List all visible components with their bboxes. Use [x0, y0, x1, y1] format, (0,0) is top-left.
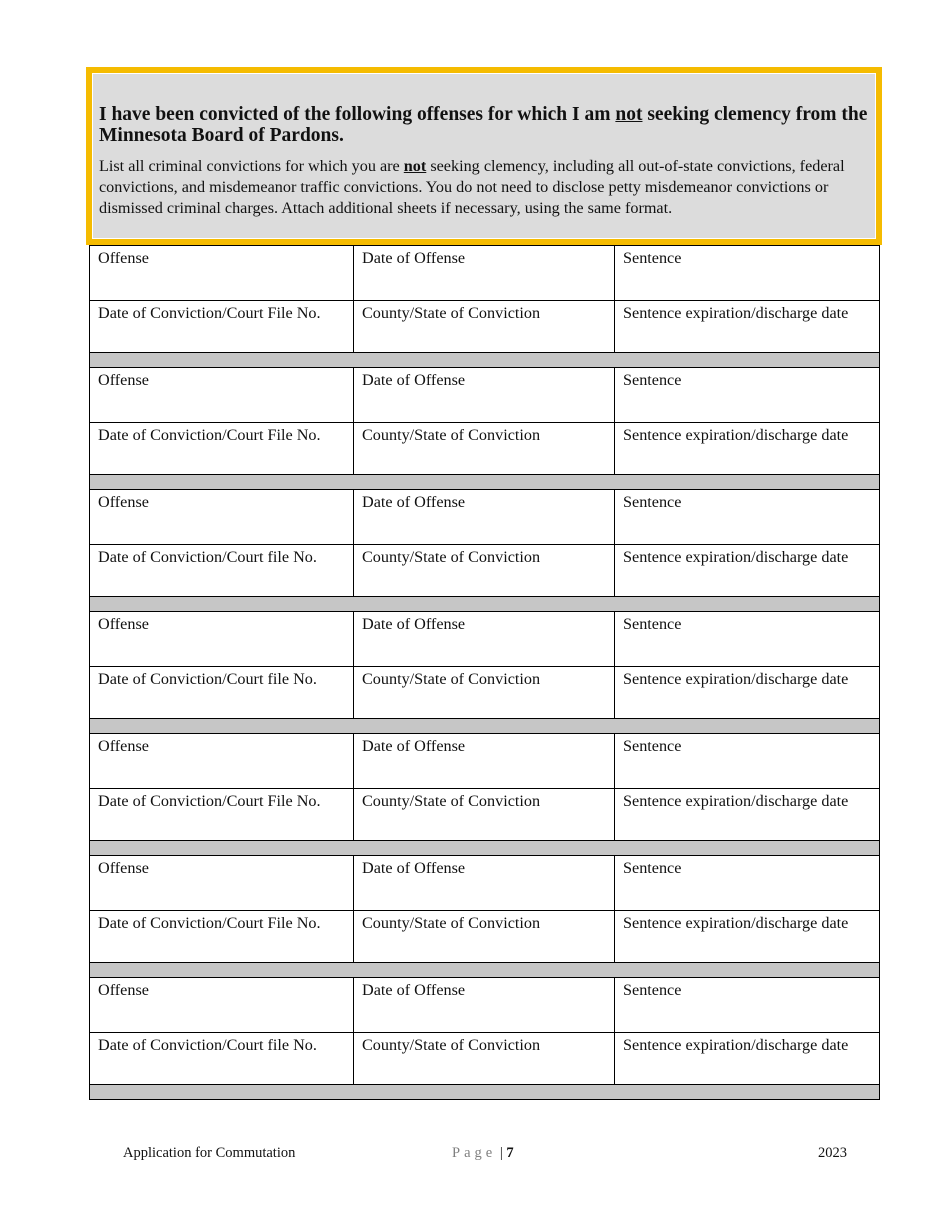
separator-bar	[90, 597, 880, 612]
expiration-date-cell[interactable]: Sentence expiration/discharge date	[615, 1033, 880, 1085]
page-number: 7	[506, 1145, 514, 1161]
desc-emphasis: not	[403, 157, 427, 175]
sentence-cell[interactable]: Sentence	[615, 978, 880, 1033]
offense-row	[90, 612, 880, 667]
offense-row	[90, 490, 880, 545]
title-text: I have been convicted of the following offenses for which I am	[99, 104, 616, 125]
date-of-offense-cell[interactable]: Date of Offense	[354, 734, 615, 789]
sentence-cell[interactable]: Sentence	[615, 734, 880, 789]
separator-bar	[90, 963, 880, 978]
conviction-row	[90, 1033, 880, 1085]
convictions-table	[89, 245, 880, 1100]
separator-bar	[90, 841, 880, 856]
expiration-date-cell[interactable]: Sentence expiration/discharge date	[615, 301, 880, 353]
desc-text-end: seeking clemency, including all out-of-state convictions, federal convictions, and misdemeanor traffic convictions. You do not need to disclose petty misdemeanor convictions or dismissed criminal charges. Attach additional sheets if necessary, using the same format.	[99, 157, 845, 217]
footer-page-number	[452, 1145, 514, 1162]
separator-bar	[90, 353, 880, 368]
sentence-cell[interactable]: Sentence	[615, 368, 880, 423]
offense-cell[interactable]: Offense	[90, 368, 354, 423]
conviction-date-cell[interactable]: Date of Conviction/Court File No.	[90, 789, 354, 841]
offense-cell[interactable]: Offense	[90, 978, 354, 1033]
conviction-date-cell[interactable]: Date of Conviction/Court file No.	[90, 545, 354, 597]
offense-row	[90, 246, 880, 301]
block-separator	[90, 353, 880, 368]
offense-cell[interactable]: Offense	[90, 246, 354, 301]
footer-year: 2023	[818, 1145, 847, 1161]
block-separator	[90, 719, 880, 734]
conviction-date-cell[interactable]: Date of Conviction/Court file No.	[90, 667, 354, 719]
offense-cell[interactable]: Offense	[90, 856, 354, 911]
page-label: Page	[452, 1145, 497, 1161]
instructions-box	[86, 67, 882, 245]
block-separator	[90, 597, 880, 612]
page-separator: |	[496, 1145, 507, 1161]
separator-bar	[90, 1085, 880, 1100]
offense-row	[90, 368, 880, 423]
expiration-date-cell[interactable]: Sentence expiration/discharge date	[615, 667, 880, 719]
date-of-offense-cell[interactable]: Date of Offense	[354, 978, 615, 1033]
county-state-cell[interactable]: County/State of Conviction	[354, 1033, 615, 1085]
date-of-offense-cell[interactable]: Date of Offense	[354, 612, 615, 667]
offense-row	[90, 978, 880, 1033]
county-state-cell[interactable]: County/State of Conviction	[354, 423, 615, 475]
sentence-cell[interactable]: Sentence	[615, 246, 880, 301]
sentence-cell[interactable]: Sentence	[615, 612, 880, 667]
expiration-date-cell[interactable]: Sentence expiration/discharge date	[615, 423, 880, 475]
offense-cell[interactable]: Offense	[90, 612, 354, 667]
block-separator	[90, 841, 880, 856]
offense-cell[interactable]: Offense	[90, 490, 354, 545]
county-state-cell[interactable]: County/State of Conviction	[354, 789, 615, 841]
conviction-date-cell[interactable]: Date of Conviction/Court File No.	[90, 423, 354, 475]
conviction-row	[90, 423, 880, 475]
expiration-date-cell[interactable]: Sentence expiration/discharge date	[615, 911, 880, 963]
section-description	[99, 156, 875, 219]
desc-text: List all criminal convictions for which you are	[99, 157, 404, 175]
offense-row	[90, 734, 880, 789]
conviction-date-cell[interactable]: Date of Conviction/Court File No.	[90, 911, 354, 963]
conviction-row	[90, 789, 880, 841]
separator-bar	[90, 719, 880, 734]
county-state-cell[interactable]: County/State of Conviction	[354, 301, 615, 353]
offense-cell[interactable]: Offense	[90, 734, 354, 789]
block-separator	[90, 475, 880, 490]
title-text-end: seeking clemency from the Minnesota Board of Pardons.	[99, 104, 868, 146]
date-of-offense-cell[interactable]: Date of Offense	[354, 856, 615, 911]
conviction-date-cell[interactable]: Date of Conviction/Court file No.	[90, 1033, 354, 1085]
instructions-inner	[92, 73, 876, 239]
county-state-cell[interactable]: County/State of Conviction	[354, 667, 615, 719]
block-separator	[90, 963, 880, 978]
separator-bar	[90, 475, 880, 490]
conviction-row	[90, 301, 880, 353]
sentence-cell[interactable]: Sentence	[615, 490, 880, 545]
county-state-cell[interactable]: County/State of Conviction	[354, 911, 615, 963]
title-emphasis: not	[615, 104, 643, 125]
sentence-cell[interactable]: Sentence	[615, 856, 880, 911]
date-of-offense-cell[interactable]: Date of Offense	[354, 368, 615, 423]
conviction-row	[90, 911, 880, 963]
conviction-row	[90, 545, 880, 597]
conviction-date-cell[interactable]: Date of Conviction/Court File No.	[90, 301, 354, 353]
date-of-offense-cell[interactable]: Date of Offense	[354, 246, 615, 301]
expiration-date-cell[interactable]: Sentence expiration/discharge date	[615, 545, 880, 597]
section-title	[99, 104, 875, 146]
expiration-date-cell[interactable]: Sentence expiration/discharge date	[615, 789, 880, 841]
footer-doc-title: Application for Commutation	[123, 1145, 296, 1161]
block-separator	[90, 1085, 880, 1100]
conviction-row	[90, 667, 880, 719]
date-of-offense-cell[interactable]: Date of Offense	[354, 490, 615, 545]
county-state-cell[interactable]: County/State of Conviction	[354, 545, 615, 597]
offense-row	[90, 856, 880, 911]
